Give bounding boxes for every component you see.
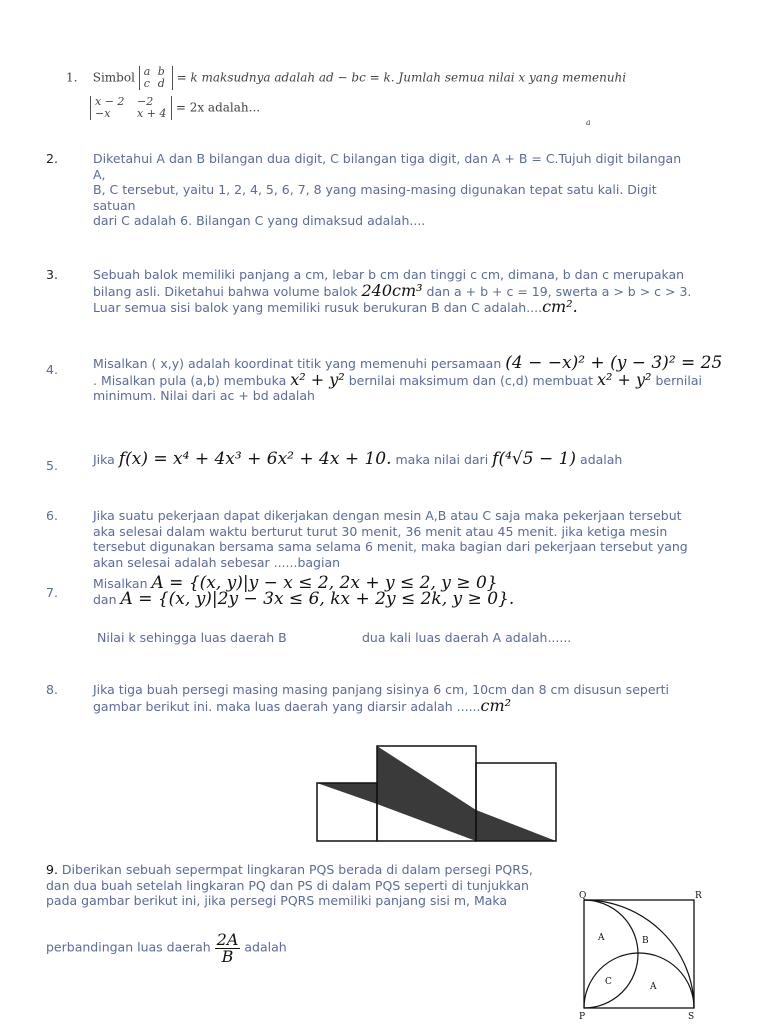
q7-question-part1: Nilai k sehingga luas daerah B [97, 630, 287, 645]
q4-number: 4. [46, 362, 58, 377]
q9-region-a-bottom: A [650, 982, 657, 992]
q6-number: 6. [46, 508, 58, 523]
q9-semicircle-ps [584, 953, 694, 1008]
q3-number: 3. [46, 267, 58, 282]
q3-text: Sebuah balok memiliki panjang a cm, lebar b cm dan tinggi c cm, dimana, b dan c merupakan bilang asli. Diketahui bahwa volume balok 240cm³ dan a + b + c = 19, swerta a > b > c > 3. Luar semua sisi balok yang memiliki rusuk berukuran B dan C adalah....cm². [93, 267, 692, 316]
q2-number: 2. [46, 151, 58, 166]
q1-line2: x − 2 −2 −x x + 4 = 2x adalah... [90, 96, 260, 120]
q7-question-part2: dua kali luas daerah A adalah...... [362, 630, 572, 645]
q9-text-last: perbandingan luas daerah $\frac{2A}{B}$ adalah [46, 930, 287, 966]
q8-squares-figure [310, 740, 566, 848]
q8-shaded-left [317, 783, 377, 804]
q8-shaded-middle [377, 746, 476, 841]
q7-number: 7. [46, 585, 58, 600]
q5-text: Jika f(x) = x⁴ + 4x³ + 6x² + 4x + 10. maka nilai dari f(⁴√5 − 1) adalah [93, 449, 623, 469]
q9-square-pqrs [584, 900, 694, 1008]
q9-label-s: S [688, 1012, 695, 1022]
q9-label-p: P [579, 1012, 586, 1022]
q1-line1: 1. Simbol a b c d = k maksudnya adalah ad − bc = k. Jumlah semua nilai x yang memenuhi [66, 65, 627, 90]
q9-fraction: $\frac{2A}{B}$ [216, 930, 239, 966]
q9-text: 9. Diberikan sebuah sepermpat lingkaran PQS berada di dalam persegi PQRS, dan dua buah setelah lingkaran PQ dan PS di dalam PQS seperti di tunjukkan pada gambar berikut ini, jika persegi PQRS memiliki panjang sisi m, Maka [46, 862, 533, 908]
q1-matrix-equation: x − 2 −2 −x x + 4 [90, 96, 172, 120]
q9-quarter-circle-figure [574, 888, 708, 1022]
q1-mark: a [586, 118, 591, 127]
q1-matrix-symbol: a b c d [139, 66, 173, 90]
q9-region-a-top: A [598, 933, 605, 943]
q5-number: 5. [46, 458, 58, 473]
q8-shaded-right [476, 810, 556, 841]
q9-region-b: B [642, 936, 649, 946]
q2-text: Diketahui A dan B bilangan dua digit, C bilangan tiga digit, dan A + B = C.Tujuh digit bilangan A, B, C tersebut, yaitu 1, 2, 4, 5, 6, 7, 8 yang masing-masing digunakan tepat satu kali. Digit satuan dari C adalah 6. Bilangan C yang dimaksud adalah.... [93, 151, 682, 228]
q8-number: 8. [46, 682, 58, 697]
q9-quarter-arc [584, 900, 694, 1008]
q9-label-r: R [695, 891, 702, 901]
q8-text: Jika tiga buah persegi masing masing panjang sisinya 6 cm, 10cm dan 8 cm disusun seperti gambar berikut ini. maka luas daerah yang diarsir adalah ......cm² [93, 682, 670, 715]
q9-region-c: C [605, 977, 612, 987]
q7-text: Misalkan A = {(x, y)|y − x ≤ 2, 2x + y ≤ 2, y ≥ 0} dan A = {(x, y)|2y − 3x ≤ 6, kx + 2y ≤ 2k, y ≥ 0}. [93, 573, 515, 609]
q9-label-q: Q [579, 891, 587, 901]
q6-text: Jika suatu pekerjaan dapat dikerjakan dengan mesin A,B atau C saja maka pekerjaan tersebut aka selesai dalam waktu berturut turut 30 menit, 36 menit atau 45 menit. jika ketiga mesin tersebut digunakan bersama sama selama 6 menit, maka bagian dari pekerjaan tersebut yang akan selesai adalah sebesar ......bagian [93, 508, 688, 570]
q4-text: Misalkan ( x,y) adalah koordinat titik yang memenuhi persamaan (4 − −x)² + (y − 3)² = 25 . Misalkan pula (a,b) membuka x² + y² bernilai maksimum dan (c,d) membuat x² + y² bernilai minimum. Nilai dari ac + bd adalah [93, 353, 723, 403]
